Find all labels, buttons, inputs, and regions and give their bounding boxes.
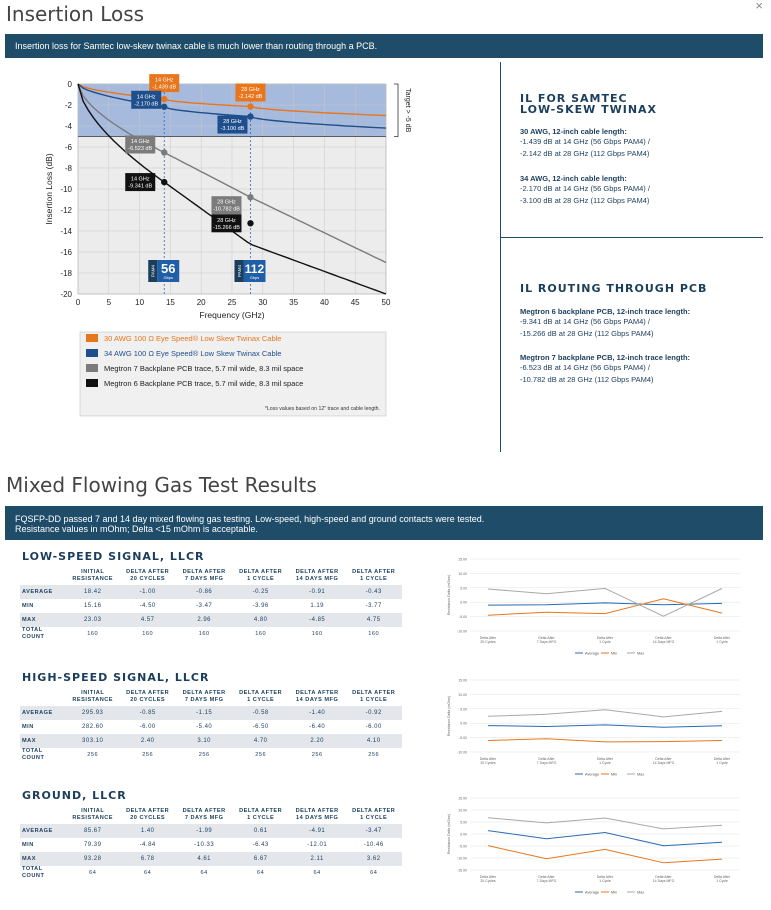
table-cell: -1.15	[176, 706, 233, 720]
x-tick-label: 14 Days MFG	[652, 761, 675, 765]
gbps-value: 112	[244, 262, 265, 276]
table-cell: 93.28	[66, 852, 119, 866]
x-tick-label: Delta After	[655, 875, 672, 879]
x-tick-label: 25	[227, 298, 237, 307]
y-tick-label: -10.00	[457, 856, 467, 861]
results-table	[20, 568, 402, 641]
x-tick-label: Delta After	[596, 757, 614, 761]
spec-line: -2.170 dB at 14 GHz (56 Gbps PAM4) /	[520, 184, 650, 193]
annotation-label: -10.782 dB	[213, 206, 240, 213]
pam4-label: PAM4	[150, 265, 156, 277]
table-cell: 64	[313, 869, 321, 876]
page-title: Insertion Loss	[6, 2, 145, 26]
close-icon[interactable]: ×	[755, 0, 763, 13]
table-cell: -10.46	[363, 842, 384, 848]
legend-label: Megtron 7 Backplane PCB trace, 5.7 mil wide, 8.3 mil space	[104, 364, 304, 373]
table-cell: 4.10	[345, 734, 402, 748]
y-tick-label: -6	[64, 143, 72, 152]
y-tick-label: -10.00	[457, 629, 467, 634]
y-tick-label: 0.00	[460, 600, 467, 605]
table-cell: 2.40	[119, 734, 176, 748]
table-cell: 160	[142, 630, 154, 637]
annotation-label: -15.266 dB	[213, 224, 240, 231]
row-label: AVERAGE	[20, 706, 66, 720]
column-header: DELTA AFTER 1 CYCLE	[239, 808, 283, 821]
table-cell: 160	[198, 630, 210, 637]
mfg-banner	[5, 506, 763, 540]
results-table	[20, 807, 402, 880]
table-cell: -6.00	[139, 724, 156, 730]
legend-label: Max	[637, 772, 645, 777]
table-cell: 64	[257, 869, 265, 876]
annotation-label: -9.341 dB	[128, 183, 153, 190]
table-cell: 64	[370, 869, 378, 876]
table-cell: -3.96	[252, 603, 269, 609]
gbps-value: 56	[161, 261, 176, 276]
section-title: LOW-SPEED SIGNAL, LLCR	[22, 550, 205, 563]
row-label: TOTAL COUNT	[22, 627, 45, 640]
data-point	[247, 113, 253, 119]
y-tick-label: -4	[64, 122, 72, 131]
table-cell: 256	[311, 751, 323, 758]
x-tick-label: Delta After	[713, 875, 731, 879]
data-point	[247, 220, 253, 226]
x-tick-label: Delta After	[538, 757, 555, 761]
annotation-label: 14 GHz	[130, 138, 150, 145]
delta-chart	[440, 555, 755, 667]
y-tick-label: -2	[64, 101, 72, 110]
spec-line: -15.266 dB at 28 GHz (112 Gbps PAM4)	[520, 329, 654, 338]
x-tick-label: 20 Cycles	[480, 761, 496, 765]
table-cell: 4.61	[176, 852, 233, 866]
row-label: MIN	[22, 724, 34, 730]
table-cell: -0.92	[345, 706, 402, 720]
section-title: HIGH-SPEED SIGNAL, LLCR	[22, 671, 210, 684]
table-cell: 256	[368, 751, 380, 758]
annotation-label: -2.142 dB	[238, 93, 263, 100]
column-header: DELTA AFTER 14 DAYS MFG	[295, 569, 339, 582]
data-point	[247, 103, 253, 109]
row-label: AVERAGE	[20, 585, 66, 599]
y-tick-label: -5.00	[459, 615, 467, 620]
megtron6-block	[520, 307, 750, 340]
y-tick-label: 15.00	[458, 557, 467, 562]
mfg-banner-line: FQSFP-DD passed 7 and 14 day mixed flowing gas testing. Low-speed, high-speed and ground contacts were tested.	[15, 514, 485, 524]
table-cell: 4.57	[119, 613, 176, 627]
x-tick-label: 20	[196, 298, 206, 307]
column-header: DELTA AFTER 20 CYCLES	[126, 569, 170, 582]
spec-line: -6.523 dB at 14 GHz (56 Gbps PAM4) /	[520, 363, 650, 372]
table-cell: 256	[87, 751, 99, 758]
x-tick-label: 35	[289, 298, 299, 307]
spec-line: -2.142 dB at 28 GHz (112 Gbps PAM4)	[520, 149, 650, 158]
column-header: DELTA AFTER 20 CYCLES	[126, 690, 170, 703]
table-cell: 6.78	[119, 852, 176, 866]
legend-label: 34 AWG 100 Ω Eye Speed® Low Skew Twinax Cable	[104, 349, 282, 358]
column-header: DELTA AFTER 7 DAYS MFG	[182, 808, 226, 821]
table-row	[20, 748, 402, 762]
y-tick-label: 5.00	[460, 707, 467, 712]
table-cell: 23.03	[66, 613, 119, 627]
table-cell: 3.10	[176, 734, 233, 748]
table-cell: -0.85	[119, 706, 176, 720]
corner	[20, 689, 66, 706]
target-label: Target > -5 dB	[404, 88, 411, 133]
table-cell: -1.00	[119, 585, 176, 599]
data-point	[161, 96, 167, 102]
annotation-label: -2.170 dB	[134, 101, 159, 108]
table-cell: 64	[144, 869, 152, 876]
table-row	[20, 866, 402, 880]
table-cell: -0.58	[232, 706, 289, 720]
il-pcb-title: IL ROUTING THROUGH PCB	[520, 282, 708, 295]
table-cell: -5.40	[196, 724, 213, 730]
table-cell: -1.40	[289, 706, 346, 720]
table-cell: -6.43	[252, 842, 269, 848]
table-cell: -3.77	[365, 603, 382, 609]
annotation-label: 28 GHz	[217, 217, 236, 224]
row-label: AVERAGE	[20, 824, 66, 838]
x-tick-label: 20 Cycles	[480, 879, 496, 883]
table-cell: 256	[255, 751, 267, 758]
series-line	[488, 846, 722, 863]
annotation-label: 28 GHz	[217, 199, 236, 206]
table-cell: 2.20	[289, 734, 346, 748]
legend-label: Megtron 6 Backplane PCB trace, 5.7 mil wide, 8.3 mil space	[104, 379, 304, 388]
table-row	[20, 599, 402, 613]
x-tick-label: 14 Days MFG	[652, 640, 675, 644]
data-point	[161, 179, 167, 185]
row-label: MIN	[22, 603, 34, 609]
mfg-title: Mixed Flowing Gas Test Results	[6, 473, 317, 497]
x-tick-label: 45	[350, 298, 360, 307]
x-tick-label: Delta After	[596, 875, 614, 879]
column-header: DELTA AFTER 1 CYCLE	[352, 690, 396, 703]
table-cell: 160	[255, 630, 267, 637]
series-line	[488, 599, 722, 615]
legend-label: Max	[637, 651, 645, 656]
x-tick-label: 14 Days MFG	[652, 879, 675, 883]
legend-swatch	[86, 349, 98, 357]
table-cell: -0.91	[289, 585, 346, 599]
y-tick-label: 15.00	[458, 678, 467, 683]
corner	[20, 568, 66, 585]
x-tick-label: 5	[106, 298, 112, 307]
legend-label: Min	[611, 890, 618, 895]
x-tick-label: Delta After	[538, 875, 555, 879]
legend-box	[80, 332, 386, 416]
table-row	[20, 720, 402, 734]
table-cell: 4.75	[345, 613, 402, 627]
y-tick-label: -14	[60, 227, 72, 236]
y-tick-label: -10.00	[457, 750, 467, 755]
x-tick-label: Delta After	[479, 757, 497, 761]
x-tick-label: Delta After	[479, 636, 497, 640]
column-header: INITIAL RESISTANCE	[72, 808, 114, 821]
samtec-34awg-block	[520, 174, 750, 207]
y-tick-label: -8	[64, 164, 72, 173]
x-tick-label: Delta After	[713, 757, 731, 761]
table-cell: 160	[368, 630, 380, 637]
row-label: MIN	[22, 842, 34, 848]
y-tick-label: 0.00	[460, 721, 467, 726]
x-tick-label: Delta After	[596, 636, 614, 640]
column-header: DELTA AFTER 1 CYCLE	[352, 808, 396, 821]
il-banner: Insertion loss for Samtec low-skew twinax cable is much lower than routing through a PCB.	[5, 34, 763, 58]
legend-label: Max	[637, 890, 645, 895]
x-tick-label: 10	[135, 298, 145, 307]
x-tick-label: 7 Days MFG	[536, 879, 557, 883]
y-tick-label: -5.00	[459, 844, 467, 849]
x-tick-label: 40	[319, 298, 329, 307]
table-cell: 160	[311, 630, 323, 637]
table-cell: -6.50	[252, 724, 269, 730]
spec-heading: Megtron 7 backplane PCB, 12-inch trace length:	[520, 353, 691, 362]
series-line	[488, 818, 722, 829]
spec-line: -10.782 dB at 28 GHz (112 Gbps PAM4)	[520, 375, 654, 384]
x-tick-label: 1 Cycle	[599, 761, 611, 765]
table-row	[20, 613, 402, 627]
y-axis-label: Resistance Delta (mOhm)	[447, 574, 451, 616]
spec-heading: 30 AWG, 12-inch cable length:	[520, 127, 627, 136]
table-cell: 2.11	[289, 852, 346, 866]
y-axis-label: Resistance Delta (mOhm)	[447, 695, 451, 737]
gbps-unit: Gbps	[249, 275, 260, 280]
x-tick-label: 15	[165, 298, 175, 307]
column-header: INITIAL RESISTANCE	[72, 690, 114, 703]
x-tick-label: 7 Days MFG	[536, 761, 557, 765]
data-point	[161, 104, 167, 110]
table-cell: 303.10	[66, 734, 119, 748]
insertion-loss-chart	[40, 70, 430, 425]
series-line	[488, 739, 722, 742]
x-tick-label: 30	[258, 298, 268, 307]
mfg-banner-line: Resistance values in mOhm; Delta <15 mOhm is acceptable.	[15, 524, 258, 534]
pam4-label: PAM4	[236, 265, 242, 277]
table-cell: -3.47	[345, 824, 402, 838]
x-tick-label: Delta After	[479, 875, 497, 879]
x-axis-label: Frequency (GHz)	[199, 310, 265, 320]
table-cell: -4.91	[289, 824, 346, 838]
row-label: TOTAL COUNT	[22, 748, 45, 761]
column-header: DELTA AFTER 14 DAYS MFG	[295, 690, 339, 703]
x-tick-label: Delta After	[538, 636, 555, 640]
y-tick-label: -16	[60, 248, 72, 257]
annotation-label: 14 GHz	[136, 94, 156, 101]
legend-label: Average	[585, 890, 600, 895]
table-cell: 160	[87, 630, 99, 637]
x-tick-label: 1 Cycle	[716, 761, 728, 765]
table-cell: 6.67	[232, 852, 289, 866]
corner	[20, 807, 66, 824]
table-cell: -4.84	[139, 842, 156, 848]
row-label: MAX	[20, 734, 66, 748]
il-samtec-title-2: LOW-SKEW TWINAX	[520, 103, 658, 116]
x-tick-label: 1 Cycle	[599, 640, 611, 644]
footnote: *Loss values based on 12" trace and cable length.	[264, 406, 380, 412]
spec-heading: Megtron 6 backplane PCB, 12-inch trace length:	[520, 307, 691, 316]
row-label: MAX	[20, 613, 66, 627]
row-label: TOTAL COUNT	[22, 866, 45, 879]
annotation-label: 28 GHz	[223, 119, 242, 126]
y-tick-label: -10	[60, 185, 72, 194]
column-header: DELTA AFTER 1 CYCLE	[239, 690, 283, 703]
table-row	[20, 627, 402, 641]
table-cell: 18.42	[66, 585, 119, 599]
y-tick-label: -5.00	[459, 736, 467, 741]
legend-swatch	[86, 334, 98, 342]
table-cell: 2.96	[176, 613, 233, 627]
data-point	[247, 194, 253, 200]
section-title: GROUND, LLCR	[22, 789, 127, 802]
y-tick-label: -15.00	[457, 868, 467, 873]
y-tick-label: 10.00	[458, 808, 467, 813]
series-line	[488, 831, 722, 846]
delta-chart	[440, 676, 755, 788]
column-header: DELTA AFTER 7 DAYS MFG	[182, 569, 226, 582]
y-axis-label: Resistance Delta (mOhm)	[447, 813, 451, 855]
table-cell: 256	[198, 751, 210, 758]
delta-chart	[440, 794, 755, 906]
il-samtec-title: IL FOR SAMTEC	[520, 92, 628, 105]
spec-line: -1.439 dB at 14 GHz (56 Gbps PAM4) /	[520, 137, 650, 146]
series-line	[488, 725, 722, 727]
y-tick-label: 15.00	[458, 796, 467, 801]
y-tick-label: -12	[60, 206, 72, 215]
column-header: DELTA AFTER 1 CYCLE	[239, 569, 283, 582]
table-cell: 1.19	[310, 603, 325, 609]
x-tick-label: Delta After	[713, 636, 731, 640]
table-cell: -12.01	[307, 842, 328, 848]
y-tick-label: 5.00	[460, 586, 467, 591]
divider	[500, 237, 763, 238]
table-cell: 256	[142, 751, 154, 758]
table-cell: 64	[89, 869, 97, 876]
table-row	[20, 585, 402, 599]
legend-label: Min	[611, 772, 618, 777]
legend-swatch	[86, 364, 98, 372]
divider	[500, 62, 501, 452]
table-cell: -6.00	[365, 724, 382, 730]
column-header: DELTA AFTER 1 CYCLE	[352, 569, 396, 582]
series-line	[488, 710, 722, 717]
table-cell: -1.99	[176, 824, 233, 838]
x-tick-label: Delta After	[655, 636, 672, 640]
table-cell: 3.62	[345, 852, 402, 866]
table-cell: -0.43	[345, 585, 402, 599]
results-table	[20, 689, 402, 762]
y-tick-label: 10.00	[458, 692, 467, 697]
legend-label: Average	[585, 772, 600, 777]
y-tick-label: 0	[67, 80, 72, 89]
column-header: DELTA AFTER 14 DAYS MFG	[295, 808, 339, 821]
annotation-label: -6.523 dB	[128, 145, 153, 152]
legend-label: Average	[585, 651, 600, 656]
table-cell: 295.93	[66, 706, 119, 720]
table-cell: 4.70	[232, 734, 289, 748]
x-tick-label: 1 Cycle	[716, 879, 728, 883]
table-cell: -4.85	[289, 613, 346, 627]
annotation-label: -1.439 dB	[152, 84, 177, 91]
legend-swatch	[86, 379, 98, 387]
y-tick-label: 5.00	[460, 820, 467, 825]
table-cell: 1.40	[119, 824, 176, 838]
column-header: DELTA AFTER 20 CYCLES	[126, 808, 170, 821]
table-cell: 4.80	[232, 613, 289, 627]
megtron7-block	[520, 353, 750, 386]
x-tick-label: 0	[75, 298, 81, 307]
table-cell: 15.16	[83, 603, 102, 609]
table-cell: 0.61	[232, 824, 289, 838]
table-row	[20, 852, 402, 866]
annotation-label: -3.100 dB	[220, 126, 245, 133]
table-cell: -6.40	[309, 724, 326, 730]
table-row	[20, 734, 402, 748]
y-tick-label: 10.00	[458, 571, 467, 576]
column-header: INITIAL RESISTANCE	[72, 569, 114, 582]
table-cell: 79.39	[83, 842, 102, 848]
table-cell: -4.50	[139, 603, 156, 609]
annotation-label: 14 GHz	[130, 176, 150, 183]
spec-heading: 34 AWG, 12-inch cable length:	[520, 174, 627, 183]
x-tick-label: Delta After	[655, 757, 672, 761]
row-label: MAX	[20, 852, 66, 866]
table-cell: -10.33	[194, 842, 215, 848]
legend-label: Min	[611, 651, 618, 656]
samtec-30awg-block	[520, 127, 750, 160]
spec-line: -3.100 dB at 28 GHz (112 Gbps PAM4)	[520, 196, 650, 205]
x-tick-label: 50	[381, 298, 391, 307]
annotation-label: 28 GHz	[241, 86, 260, 93]
table-row	[20, 838, 402, 852]
table-row	[20, 824, 402, 838]
table-row	[20, 706, 402, 720]
legend-label: 30 AWG 100 Ω Eye Speed® Low Skew Twinax Cable	[104, 334, 282, 343]
x-tick-label: 7 Days MFG	[536, 640, 557, 644]
y-tick-label: -18	[60, 269, 72, 278]
x-tick-label: 1 Cycle	[716, 640, 728, 644]
table-cell: -0.86	[176, 585, 233, 599]
x-tick-label: 1 Cycle	[599, 879, 611, 883]
column-header: DELTA AFTER 7 DAYS MFG	[182, 690, 226, 703]
annotation-label: 14 GHz	[154, 77, 174, 84]
table-cell: -3.47	[196, 603, 213, 609]
gbps-unit: Gbps	[163, 275, 174, 280]
table-cell: 64	[200, 869, 208, 876]
target-bracket	[394, 84, 398, 137]
data-point	[161, 149, 167, 155]
spec-line: -9.341 dB at 14 GHz (56 Gbps PAM4) /	[520, 317, 650, 326]
table-cell: -0.25	[232, 585, 289, 599]
y-tick-label: 0.00	[460, 832, 467, 837]
x-tick-label: 20 Cycles	[480, 640, 496, 644]
table-cell: 282.60	[82, 724, 104, 730]
table-cell: 85.67	[66, 824, 119, 838]
y-axis-label: Insertion Loss (dB)	[44, 153, 54, 225]
y-tick-label: -20	[60, 290, 72, 299]
